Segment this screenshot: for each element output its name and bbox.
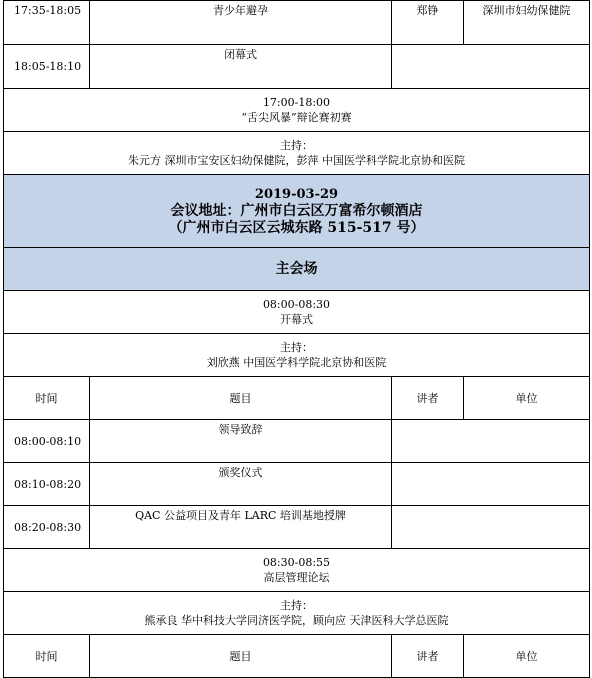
venue-address: 会议地址：广州市白云区万富希尔顿酒店 — [170, 202, 423, 219]
header-org: 单位 — [464, 377, 590, 420]
header-org: 单位 — [464, 635, 590, 678]
main-hall-title: 主会场 — [4, 248, 590, 291]
session-header — [4, 291, 590, 334]
venue-date: 2019-03-29 — [254, 186, 339, 202]
time-cell: 18:05-18:10 — [4, 45, 90, 89]
time-cell: 17:35-18:05 — [4, 1, 90, 45]
venue-banner — [4, 175, 590, 248]
venue-street: （广州市白云区云城东路 515-517 号） — [168, 219, 425, 236]
header-speaker: 讲者 — [392, 635, 464, 678]
schedule-row — [4, 45, 590, 89]
host-label: 主持： — [280, 341, 313, 354]
session-header — [4, 89, 590, 132]
hall-row — [4, 248, 590, 291]
session-time: 17:00-18:00 — [262, 96, 331, 109]
header-topic: 题目 — [90, 635, 392, 678]
session-title: “舌尖风暴”辩论赛初赛 — [241, 111, 352, 124]
host-cell — [4, 592, 590, 635]
empty-cell — [392, 420, 590, 463]
session-title: 开幕式 — [280, 313, 313, 326]
schedule-row — [4, 463, 590, 506]
schedule-row — [4, 506, 590, 549]
topic-cell: QAC 公益项目及青年 LARC 培训基地授牌 — [90, 506, 392, 549]
host-label: 主持： — [280, 139, 313, 152]
host-row — [4, 334, 590, 377]
host-names: 朱元方 深圳市宝安区妇幼保健院，彭萍 中国医学科学院北京协和医院 — [128, 154, 465, 167]
topic-cell: 领导致辞 — [90, 420, 392, 463]
schedule-row — [4, 1, 590, 45]
host-label: 主持： — [280, 599, 313, 612]
header-speaker: 讲者 — [392, 377, 464, 420]
org-cell: 深圳市妇幼保健院 — [464, 1, 590, 45]
header-time: 时间 — [4, 377, 90, 420]
host-names: 刘欣燕 中国医学科学院北京协和医院 — [206, 356, 387, 369]
venue-row — [4, 175, 590, 248]
topic-cell: 颁奖仪式 — [90, 463, 392, 506]
host-row — [4, 132, 590, 175]
session-title: 高层管理论坛 — [263, 571, 330, 584]
time-cell: 08:20-08:30 — [4, 506, 90, 549]
host-row — [4, 592, 590, 635]
host-names: 熊承良 华中科技大学同济医学院，顾向应 天津医科大学总医院 — [144, 614, 449, 627]
column-header-row — [4, 635, 590, 678]
header-topic: 题目 — [90, 377, 392, 420]
time-cell: 08:10-08:20 — [4, 463, 90, 506]
schedule-table — [3, 0, 590, 678]
session-time: 08:00-08:30 — [262, 298, 331, 311]
session-row — [4, 291, 590, 334]
empty-cell — [392, 506, 590, 549]
host-cell — [4, 132, 590, 175]
speaker-cell: 郑铮 — [392, 1, 464, 45]
schedule-row — [4, 420, 590, 463]
empty-cell — [392, 45, 590, 89]
header-time: 时间 — [4, 635, 90, 678]
topic-cell: 闭幕式 — [90, 45, 392, 89]
host-cell — [4, 334, 590, 377]
topic-cell: 青少年避孕 — [90, 1, 392, 45]
session-header — [4, 549, 590, 592]
column-header-row — [4, 377, 590, 420]
time-cell: 08:00-08:10 — [4, 420, 90, 463]
schedule-container — [3, 0, 589, 678]
session-row — [4, 549, 590, 592]
empty-cell — [392, 463, 590, 506]
session-row — [4, 89, 590, 132]
session-time: 08:30-08:55 — [262, 556, 331, 569]
